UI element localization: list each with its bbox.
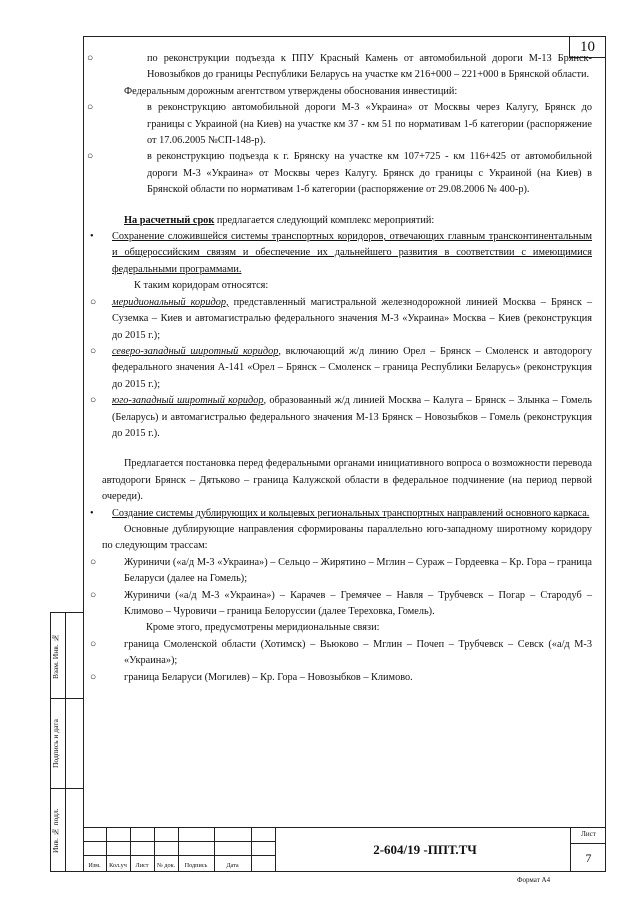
sheet-label: Лист [581,830,596,838]
side-label-inv: Инв. № подл. [51,808,60,854]
page-frame [83,36,606,872]
list-item [90,295,592,344]
paragraph: Кроме этого, предусмотрены меридиональные связи: [146,622,380,634]
paragraph-text: предлагается следующий комплекс мероприятий: [214,214,435,226]
list-item [90,637,592,670]
circle-bullet-icon: ○ [87,53,94,64]
circle-bullet-icon: ○ [90,345,97,357]
paragraph: Предлагается постановка перед федеральными органами инициативного вопроса о возможности перевода автодороги Брянск – Дятьково – граница Калужской области в федеральное подчинение (на период первой очереди). [102,458,592,503]
circle-bullet-icon: ○ [90,556,97,568]
paragraph-text: , образованный ж/д линией Москва – Калуга – Брянск – Злынка – Гомель (Беларусь) и автомагистралью федерального значения М-13 Брянск – Новозыбков – Гомель (реконструкция до 2015 г.). [112,395,592,439]
paragraph-text: по реконструкции подъезда к ППУ Красный Камень от автомобильной дороги М-13 Брянск-Новозыбков до границы Республики Беларусь на участке км 216+000 – 221+000 в Брянской области. [147,53,592,81]
bullet-icon: • [90,231,94,243]
corridor-name: северо-западный широтный коридор [112,345,279,357]
paragraph-text: Журиничи («а/д М-3 «Украина») – Сельцо – Жирятино – Мглин – Сураж – Гордеевка – Кр. Гора – граница Беларуси (далее на Гомель); [124,556,592,585]
list-item [90,588,592,621]
list-item [87,149,592,198]
paragraph-text: Журиничи («а/д М-3 «Украина») – Карачев – Гремячее – Навля – Трубчевск – Погар – Стародуб – Климово – Чуровичи – граница Белоруссии (далее Тереховка, Гомель). [124,589,592,617]
stamp-header: Кол.уч [109,862,127,869]
stamp-header: № док. [156,862,176,869]
page-number: 10 [569,37,605,58]
circle-bullet-icon: ○ [90,671,97,683]
paragraph-text: Сохранение сложившейся системы транспортных коридоров, отвечающих главным трансконтинентальным и общероссийским связям и обеспечение их дальнейшего развития в соответствии с имеющимися федеральными программами. [112,231,592,275]
paragraph-text: , включающий ж/д линию Орел – Брянск – Смоленск и автодорогу федерального значения А-141 «Орел – Брянск – Смоленск – граница Республики Беларусь» (реконструкция до 2015 г.); [112,345,592,390]
list-item [87,100,592,149]
circle-bullet-icon: ○ [90,296,97,308]
sheet-number: 7 [585,851,592,865]
section-heading: На расчетный срок [124,214,215,226]
side-strip [50,612,83,872]
document-code: 2-604/19 -ППТ.ТЧ [373,842,477,857]
list-item [90,670,592,686]
format-label: Формат А4 [517,876,551,884]
circle-bullet-icon: ○ [90,589,97,601]
paragraph: Федеральным дорожным агентством утверждены обоснования инвестиций: [124,85,458,97]
list-item [90,506,592,522]
circle-bullet-icon: ○ [87,151,94,163]
document-body [87,51,592,686]
stamp-header: Подпись [184,862,208,869]
list-item [90,229,592,278]
stamp-header: Дата [226,862,239,869]
paragraph-text: Создание системы дублирующих и кольцевых региональных транспортных направлений основного каркаса. [112,507,590,519]
corridor-name: юго-западный широтный коридор [112,395,264,407]
list-item [90,555,592,588]
paragraph-text: в реконструкцию подъезда к г. Брянску на участке км 107+725 - км 116+425 от автомобильной дороги М-3 «Украина» от Москвы через Калугу. Брянск до границы с Украиной (на Киев) в Брянской области по нормативам 1-б категории (распоряжение от 29.08.2006 № 400-р). [147,151,592,196]
side-label-vzam: Взам. Инв. № [51,633,60,679]
paragraph-text: граница Смоленской области (Хотимск) – Вьюково – Мглин – Почеп – Трубчевск – Севск («а/д М-3 «Украина»); [124,638,592,667]
corridor-name: меридиональный коридор, [112,296,229,308]
stamp-header: Изм. [88,862,101,869]
paragraph [102,213,592,229]
paragraph: К таким коридорам относятся: [134,280,269,292]
circle-bullet-icon: ○ [90,395,97,407]
paragraph: Основные дублирующие направления сформированы параллельно юго-западному широтному коридору по следующим трассам: [102,523,592,552]
side-label-podpis: Подпись и дата [51,719,60,769]
paragraph-text: в реконструкцию автомобильной дороги М-3 «Украина» от Москвы через Калугу, Брянск до границы с Украиной (на Киев) на участке км 37 - км 51 по нормативам 1-б категории (распоряжение от 17.06.2005 №СП-148-р). [147,102,592,147]
paragraph-text: граница Беларуси (Могилев) – Кр. Гора – Новозыбков – Климово. [124,671,413,683]
bullet-icon: • [90,507,94,519]
list-item [90,393,592,442]
circle-bullet-icon: ○ [90,638,97,650]
list-item [90,344,592,393]
title-block [83,827,606,872]
list-item [87,51,592,84]
stamp-header: Лист [135,862,149,869]
circle-bullet-icon: ○ [87,102,94,114]
paragraph-text: представленный магистральной железнодорожной линией Москва – Брянск – Суземка – Киев и автомагистралью федерального значения М-3 «Украина» Москва – Киев (реконструкция до 2015 г.); [112,296,592,341]
